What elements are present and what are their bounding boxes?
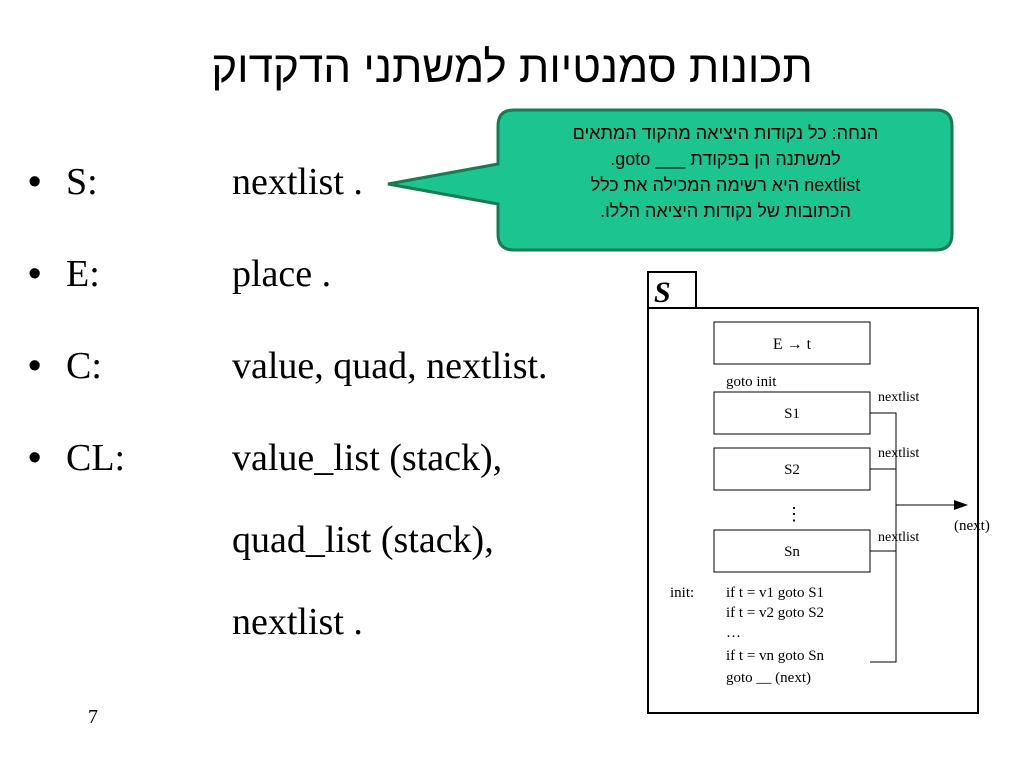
code-layout-diagram xyxy=(640,268,1010,720)
init-line: if t = v1 goto S1 xyxy=(726,585,825,601)
bullet-dot: • xyxy=(28,345,42,387)
bullet-dot: • xyxy=(28,253,42,295)
bullet-value: value_list (stack), xyxy=(232,437,503,479)
slide-title: תכונות סמנטיות למשתני הדקדוק xyxy=(211,43,813,92)
init-line: … xyxy=(726,625,741,641)
bullet-value: place . xyxy=(232,253,332,295)
init-line: if t = v2 goto S2 xyxy=(726,605,825,621)
callout-line: הכתובות של נקודות היציאה הללו. xyxy=(600,201,851,221)
statement-box-label: S1 xyxy=(784,406,800,422)
nextlist-label: nextlist xyxy=(878,530,920,545)
callout-line: הנחה: כל נקודות היציאה מהקוד המתאים xyxy=(572,123,879,143)
init-line: goto __ (next) xyxy=(726,670,811,686)
goto-init-label: goto init xyxy=(726,374,777,390)
bullet-continuation: quad_list (stack), xyxy=(232,519,494,561)
statement-box-label: Sn xyxy=(784,544,800,560)
next-arrowhead xyxy=(954,500,968,510)
page-number: 7 xyxy=(88,706,98,728)
statement-box-label: S2 xyxy=(784,462,800,478)
callout-text xyxy=(503,120,948,224)
bullet-value: nextlist . xyxy=(232,161,363,203)
next-label: (next) xyxy=(954,518,990,534)
bullet-dot: • xyxy=(28,161,42,203)
callout-line: nextlist היא רשימה המכילה את כלל xyxy=(590,175,861,195)
bullet-dot: • xyxy=(28,437,42,479)
bullet-label: S: xyxy=(66,161,98,203)
init-line: if t = vn goto Sn xyxy=(726,648,825,664)
expression-box-label: E → t xyxy=(772,336,812,353)
vertical-ellipsis: ⋮ xyxy=(785,504,803,524)
bullet-label: E: xyxy=(66,253,100,295)
bullet-label: C: xyxy=(66,345,102,387)
nextlist-label: nextlist xyxy=(878,390,920,405)
bullet-continuation: nextlist . xyxy=(232,601,363,643)
bullet-label: CL: xyxy=(66,437,126,479)
diagram-header-label: S xyxy=(654,276,671,309)
nextlist-label: nextlist xyxy=(878,446,920,461)
bullet-value: value, quad, nextlist. xyxy=(232,345,548,387)
callout-line: למשתנה הן בפקודת ___ goto. xyxy=(610,149,841,169)
init-label: init: xyxy=(670,585,695,601)
